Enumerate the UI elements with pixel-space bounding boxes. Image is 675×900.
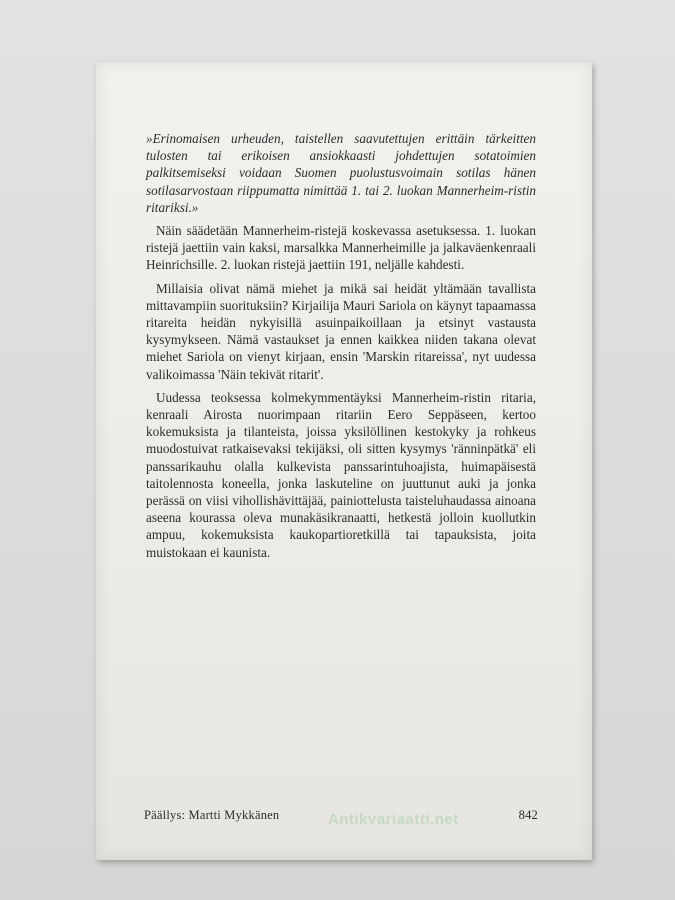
- decree-quote: »Erinomaisen urheuden, taistellen saavutettujen erittäin tärkeitten tulosten tai erikoisen ansiokkaasti johdettujen sotatoimien palkitsemiseksi voidaan Suomen puolustusvoimain sotilas hänen sotilasarvostaan riippumatta nimittää 1. tai 2. luokan Mannerheim-ristin ritariksi.»: [146, 131, 536, 215]
- cover-designer-credit: Päällys: Martti Mykkänen: [144, 808, 280, 822]
- book-back-cover: [96, 62, 592, 860]
- paragraph-author: Millaisia olivat nämä miehet ja mikä sai heidät yltämään tavallista mittavampiin suorituksiin? Kirjailija Mauri Sariola on käynyt tapaamassa ritareita heidän nykyisillä asuinpaikoillaan ja etsinyt vastausta kysymykseen. Nämä vastaukset ja ennen kaikkea niiden takana olevat miehet Sariola on vienyt kirjaan, ensin 'Marskin ritareissa', nyt uudessa valikoimassa 'Näin tekivät ritarit'.: [146, 280, 536, 382]
- blurb-text: [146, 130, 536, 567]
- paragraph-contents: Uudessa teoksessa kolmekymmentäyksi Mannerheim-ristin ritaria, kenraali Airosta nuorimpaan ritariin Eero Seppäseen, kertoo kokemuksista ja tilanteista, joissa yksilöllinen kestokyky ja rohkeus muodostuivat ratkaisevaksi tekijäksi, oli sitten kysymys 'ränninpätkä' eli panssarikauhu olalla kulkevista panssarintuhoajista, huimapäisestä taitolennosta koneella, jonka laskuteline on juuttunut auki ja jonka perässä on viisi vihollishävittäjää, painiottelusta taisteluhaudassa ainoana aseena kourassa oleva munakäsikranaatti, hetkestä jolloin kuollutkin ampuu, kokemuksista kaukopartioretkillä tai tapauksista, joita muistokaan ei kaunista.: [146, 389, 536, 560]
- paragraph-decree: Näin säädetään Mannerheim-ristejä koskevassa asetuksessa. 1. luokan ristejä jaettiin vain kaksi, marsalkka Mannerheimille ja jalkaväenkenraali Heinrichsille. 2. luokan ristejä jaettiin 191, neljälle kahdesti.: [146, 223, 536, 273]
- watermark-logo: Antikvariaatti.net: [328, 811, 459, 828]
- cover-footer: [144, 808, 538, 823]
- catalog-number: 842: [518, 808, 538, 822]
